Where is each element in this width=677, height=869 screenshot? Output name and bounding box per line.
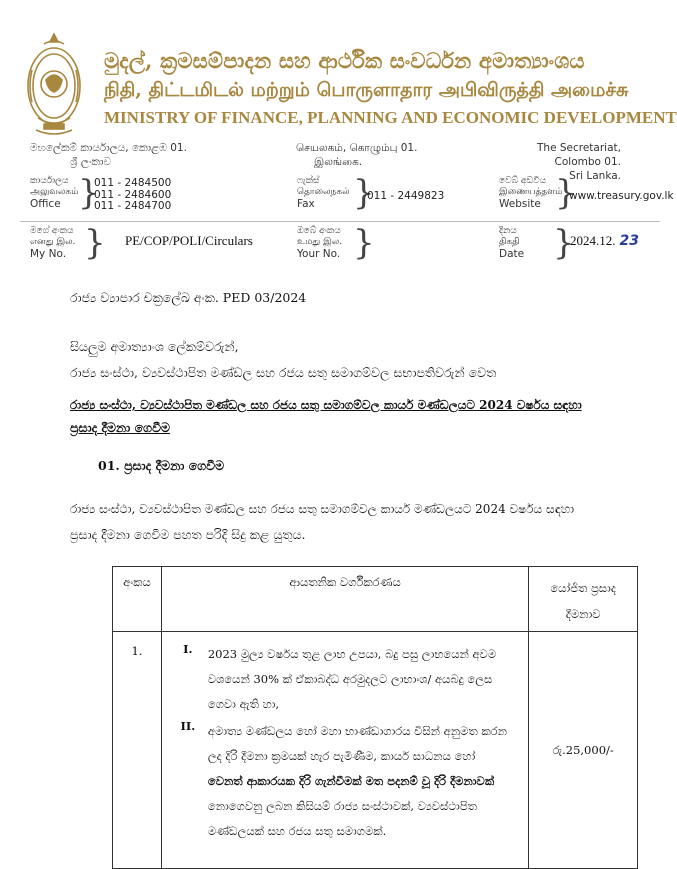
header-bonus: යෝජිත ප්‍රසාද දීමනාව [529,567,638,632]
address-tamil: செயலகம், கொழும்பு 01. இலங்கை. [296,142,418,168]
header-classification: ආයතනික වර්ගීකරණය [161,567,528,632]
addressee-line-1: සියලුම අමාත්‍යාංශ ලේකම්වරුන්, [70,339,239,354]
website-brace: } [555,173,577,213]
ministry-name-sinhala: මුදල්, ක්‍රමසම්පාදන සහ ආර්ථික සංවර්ධන අමාත්‍යාංශය [104,48,585,73]
office-phones: 011 - 2484500 011 - 2484600 011 - 2484700 [94,177,172,212]
bonus-table [112,566,638,869]
fax-brace: } [353,173,375,213]
row-amount: රු.25,000/- [529,632,638,869]
my-no-label: මගේ අංකය எனது இல. My No. [30,226,76,260]
website-label: වෙබ් අඩවිය இணையத்தளம் Website [499,176,563,210]
my-no-brace: } [84,223,106,263]
office-brace: } [78,173,100,213]
item-I: I. 2023 මුල්‍ය වර්ෂය තුළ ලාභ උපයා, බදු පසු ලාභයෙන් අවම වශයෙන් 30% ක් ඒකාබද්ධ අරමුදලට ලාභාංශ/ අයබදු ලෙස ගෙවා ඇති හා, [183,642,497,711]
paragraph-line-1: රාජ්‍ය සංස්ථා, ව්‍යවස්ථාපිත මණ්ඩල සහ රජය සතු සමාගම්වල කාර්ය මණ්ඩලයට 2024 වර්ෂය සඳහා [70,502,575,516]
header-divider [20,221,660,222]
handwritten-day: 23 [619,233,639,249]
row-classification [161,632,528,869]
sri-lanka-emblem-icon [22,30,86,138]
section-heading: 01. ප්‍රසාද දීමනා ගෙවීම [98,458,225,473]
address-sinhala: මහලේකම් කාර්යාලය, කොළඹ 01. ශ්‍රී ලංකාව [30,142,187,168]
table-row [113,632,638,869]
fax-number: 011 - 2449823 [367,190,445,202]
your-no-label: ඔබේ අංකය உமது இல. Your No. [297,226,343,260]
ministry-name-english: MINISTRY OF FINANCE, PLANNING AND ECONOMIC DEVELOPMENT [104,108,677,127]
date-brace: } [553,223,575,263]
subject-line-1: රාජ්‍ය සංස්ථා, ව්‍යවස්ථාපිත මණ්ඩල සහ රජය සතු සමාගම්වල කාර්ය මණ්ඩලයට 2024 වර්ෂය සඳහා [70,398,582,412]
ministry-name-tamil: நிதி, திட்டமிடல் மற்றும் பொருளாதார அபிவிருத்தி அமைச்சு [104,79,629,101]
paragraph-line-2: ප්‍රසාද දීමනා ගෙවීම පහත පරිදි සිදු කළ යුතුය. [70,527,306,542]
date-label: දිනය திகதி Date [499,226,525,260]
row-number: 1. [113,632,162,869]
header-number: අංකය [113,567,162,632]
subject-line-2: ප්‍රසාද දීමනා ගෙවීම [70,420,171,435]
your-no-brace: } [353,223,375,263]
website-link[interactable]: www.treasury.gov.lk [569,190,674,202]
office-label: කාර්යාලය அலுவலகம் Office [30,176,79,210]
table-header-row [113,567,638,632]
addressee-line-2: රාජ්‍ය සංස්ථා, ව්‍යවස්ථාපිත මණ්ඩල සහ රජය සතු සමාගම්වල සභාපතිවරුන් වෙත [70,365,497,380]
date-value: 2024.12. 23 [570,233,639,249]
circular-number: රාජ්‍ය ව්‍යාපාර චක්‍රලේඛ අංක. PED 03/2024 [70,290,307,305]
address-english: The Secretariat, Colombo 01. Sri Lanka. [537,142,621,182]
item-II: II. අමාත්‍ය මණ්ඩලය හෝ මහා භාණ්ඩාගාරය විසින් අනුමත කරන ලද දිරි දීමනා ක්‍රමයක් හැර පැමිණීම, කාර්ය සාධනය හෝ වෙනත් ආකාරයක දිරි ගැන්වීමක් මත පදනම් වූ දිරි දීමනාවක් නොගෙවනු ලබන කිසියම් රාජ්‍ය සංස්ථාවක්, ව්‍යවස්ථාපිත මණ්ඩලයක් සහ රජය සතු සමාගමක්. [180,719,507,838]
fax-label: ෆැක්ස් தொலைநகல் Fax [297,176,350,210]
my-no-value: PE/COP/POLI/Circulars [125,233,253,248]
